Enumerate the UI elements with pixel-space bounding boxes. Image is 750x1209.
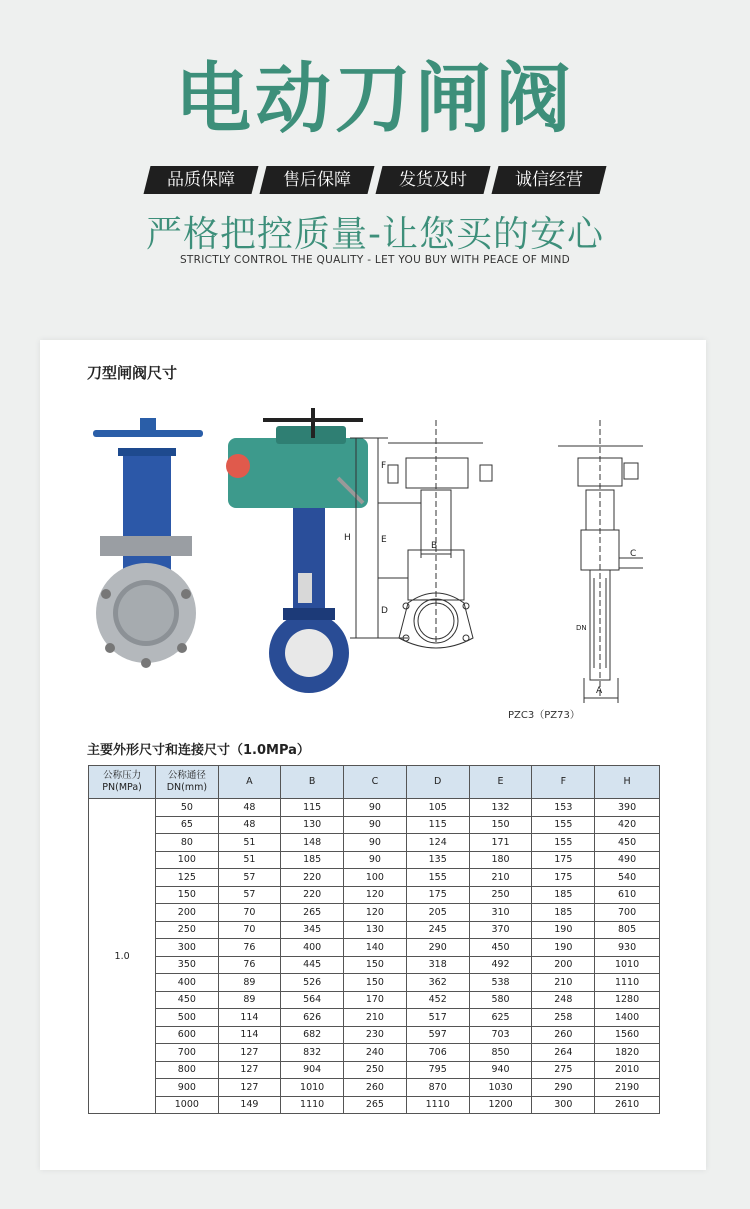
table-cell: 89 [218,974,281,992]
table-cell: 517 [406,1009,469,1027]
table-cell: 115 [281,799,344,817]
table-row [89,939,660,957]
table-cell: 153 [532,799,595,817]
valve-illustrations [88,408,688,738]
table-cell: 114 [218,1009,281,1027]
table-cell: 452 [406,991,469,1009]
table-cell: 170 [344,991,407,1009]
table-row [89,1096,660,1114]
table-cell: 1400 [595,1009,660,1027]
table-cell: 150 [469,816,532,834]
table-title: 主要外形尺寸和连接尺寸（1.0MPa） [87,743,310,758]
table-cell: 140 [344,939,407,957]
table-cell: 210 [469,869,532,887]
table-cell: 70 [218,921,281,939]
dim-d-label: D [381,606,388,616]
table-header-cell: 公称压力PN(MPa) [89,766,156,799]
table-cell: 318 [406,956,469,974]
table-cell: 57 [218,869,281,887]
table-cell: 210 [344,1009,407,1027]
table-cell: 150 [156,886,218,904]
table-cell: 89 [218,991,281,1009]
table-cell: 904 [281,1061,344,1079]
table-cell: 127 [218,1044,281,1062]
badge-shipping: 发货及时 [376,166,491,194]
table-cell: 48 [218,799,281,817]
table-cell: 100 [344,869,407,887]
table-cell: 171 [469,834,532,852]
table-cell: 538 [469,974,532,992]
table-cell: 706 [406,1044,469,1062]
dim-f-label: F [381,461,387,471]
table-cell: 124 [406,834,469,852]
table-cell: 220 [281,886,344,904]
table-cell: 450 [595,834,660,852]
table-row [89,869,660,887]
table-cell: 200 [156,904,218,922]
table-cell: 70 [218,904,281,922]
table-cell: 149 [218,1096,281,1114]
table-cell: 114 [218,1026,281,1044]
table-cell: 564 [281,991,344,1009]
table-cell: 700 [595,904,660,922]
table-cell: 1010 [281,1079,344,1097]
table-row [89,1079,660,1097]
table-cell: 127 [218,1079,281,1097]
table-cell: 2610 [595,1096,660,1114]
table-cell: 310 [469,904,532,922]
table-cell: 76 [218,956,281,974]
badge-after-sales: 售后保障 [260,166,375,194]
table-cell: 450 [156,991,218,1009]
table-header-cell: E [469,766,532,799]
table-cell: 290 [532,1079,595,1097]
table-cell: 190 [532,939,595,957]
table-row [89,956,660,974]
table-cell: 445 [281,956,344,974]
table-cell: 345 [281,921,344,939]
table-cell: 800 [156,1061,218,1079]
table-cell: 290 [406,939,469,957]
pressure-cell: 1.0 [89,799,156,1114]
table-cell: 265 [344,1096,407,1114]
side-view-drawing [558,420,643,703]
table-cell: 1820 [595,1044,660,1062]
table-cell: 1110 [595,974,660,992]
table-cell: 350 [156,956,218,974]
table-row [89,1044,660,1062]
dimension-table [88,765,660,1114]
table-cell: 132 [469,799,532,817]
table-cell: 264 [532,1044,595,1062]
table-cell: 185 [281,851,344,869]
table-cell: 260 [344,1079,407,1097]
table-row [89,834,660,852]
table-cell: 703 [469,1026,532,1044]
table-cell: 250 [344,1061,407,1079]
table-cell: 90 [344,816,407,834]
table-cell: 265 [281,904,344,922]
table-cell: 180 [469,851,532,869]
table-cell: 90 [344,799,407,817]
table-cell: 2190 [595,1079,660,1097]
dim-h-label: H [344,533,351,543]
table-cell: 120 [344,886,407,904]
table-cell: 795 [406,1061,469,1079]
table-cell: 205 [406,904,469,922]
table-cell: 48 [218,816,281,834]
table-cell: 155 [532,834,595,852]
table-cell: 90 [344,834,407,852]
table-cell: 148 [281,834,344,852]
table-cell: 400 [281,939,344,957]
badge-row [0,166,750,194]
table-cell: 51 [218,851,281,869]
dim-e-label: E [381,535,387,545]
table-cell: 175 [406,886,469,904]
table-cell: 250 [469,886,532,904]
table-cell: 626 [281,1009,344,1027]
spec-card [40,340,706,1170]
table-row [89,851,660,869]
table-cell: 125 [156,869,218,887]
table-cell: 940 [469,1061,532,1079]
table-cell: 805 [595,921,660,939]
table-header-cell: A [218,766,281,799]
table-cell: 492 [469,956,532,974]
table-cell: 115 [406,816,469,834]
slogan-en: STRICTLY CONTROL THE QUALITY - LET YOU BUY WITH PEACE OF MIND [179,254,571,266]
dim-c-label: C [630,549,637,559]
table-cell: 90 [344,851,407,869]
table-cell: 625 [469,1009,532,1027]
table-cell: 245 [406,921,469,939]
table-cell: 150 [344,974,407,992]
table-cell: 490 [595,851,660,869]
drawing-model-label: PZC3（PZ73） [508,710,580,721]
table-cell: 1030 [469,1079,532,1097]
table-cell: 120 [344,904,407,922]
table-cell: 597 [406,1026,469,1044]
table-cell: 300 [532,1096,595,1114]
table-cell: 390 [595,799,660,817]
table-cell: 1000 [156,1096,218,1114]
table-cell: 105 [406,799,469,817]
table-cell: 275 [532,1061,595,1079]
dim-a-label: A [596,686,603,696]
dim-dn-label: DN [576,624,587,632]
table-cell: 210 [532,974,595,992]
table-cell: 500 [156,1009,218,1027]
page-title: 电动刀闸阀 [175,54,575,143]
table-header-cell: D [406,766,469,799]
table-cell: 580 [469,991,532,1009]
table-cell: 2010 [595,1061,660,1079]
table-cell: 832 [281,1044,344,1062]
table-cell: 57 [218,886,281,904]
electric-valve-image [226,408,368,693]
table-cell: 65 [156,816,218,834]
table-cell: 1110 [281,1096,344,1114]
table-cell: 930 [595,939,660,957]
table-header-cell: C [344,766,407,799]
table-cell: 230 [344,1026,407,1044]
table-row [89,1026,660,1044]
table-row [89,974,660,992]
table-cell: 450 [469,939,532,957]
table-cell: 258 [532,1009,595,1027]
table-cell: 370 [469,921,532,939]
table-cell: 600 [156,1026,218,1044]
table-header-cell: H [595,766,660,799]
table-cell: 130 [281,816,344,834]
badge-integrity: 诚信经营 [492,166,607,194]
table-row [89,921,660,939]
table-cell: 362 [406,974,469,992]
table-cell: 185 [532,904,595,922]
manual-valve-image [93,418,203,668]
table-cell: 220 [281,869,344,887]
table-cell: 420 [595,816,660,834]
table-cell: 540 [595,869,660,887]
table-cell: 80 [156,834,218,852]
front-view-drawing [350,420,492,648]
table-cell: 175 [532,869,595,887]
card-title: 刀型闸阀尺寸 [87,364,178,382]
table-cell: 248 [532,991,595,1009]
table-cell: 76 [218,939,281,957]
table-cell: 1200 [469,1096,532,1114]
table-cell: 260 [532,1026,595,1044]
table-cell: 190 [532,921,595,939]
table-cell: 1280 [595,991,660,1009]
table-row [89,1061,660,1079]
dim-b-label: B [431,541,438,551]
slogan: 严格把控质量-让您买的安心 [146,214,604,255]
table-cell: 526 [281,974,344,992]
table-cell: 127 [218,1061,281,1079]
table-cell: 682 [281,1026,344,1044]
table-cell: 175 [532,851,595,869]
table-cell: 130 [344,921,407,939]
table-cell: 150 [344,956,407,974]
table-cell: 155 [532,816,595,834]
table-cell: 900 [156,1079,218,1097]
table-cell: 100 [156,851,218,869]
table-row [89,816,660,834]
table-cell: 400 [156,974,218,992]
table-cell: 700 [156,1044,218,1062]
table-cell: 870 [406,1079,469,1097]
table-header-row [89,766,660,799]
table-cell: 250 [156,921,218,939]
table-cell: 1010 [595,956,660,974]
table-cell: 1560 [595,1026,660,1044]
table-cell: 240 [344,1044,407,1062]
table-row [89,904,660,922]
table-row [89,886,660,904]
table-cell: 50 [156,799,218,817]
table-cell: 610 [595,886,660,904]
table-header-cell: 公称通径DN(mm) [156,766,218,799]
table-row [89,1009,660,1027]
table-cell: 135 [406,851,469,869]
table-cell: 200 [532,956,595,974]
table-row [89,991,660,1009]
table-cell: 155 [406,869,469,887]
table-cell: 850 [469,1044,532,1062]
table-row [89,799,660,817]
table-header-cell: F [532,766,595,799]
table-header-cell: B [281,766,344,799]
table-cell: 51 [218,834,281,852]
badge-quality: 品质保障 [144,166,259,194]
table-cell: 300 [156,939,218,957]
table-cell: 1110 [406,1096,469,1114]
table-cell: 185 [532,886,595,904]
